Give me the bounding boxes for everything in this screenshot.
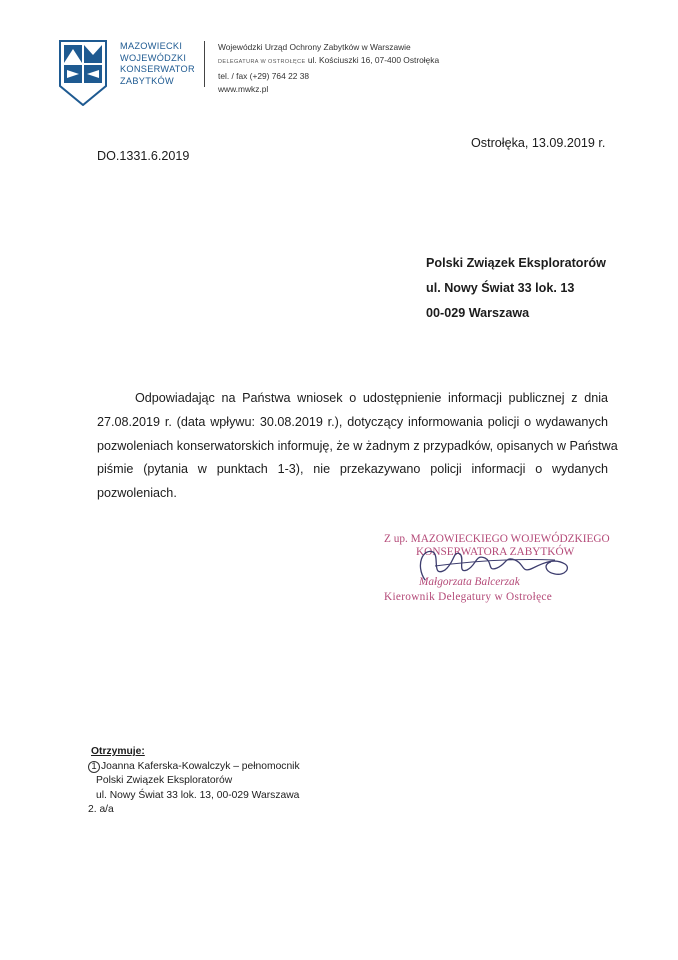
stamp-line: Z up. MAZOWIECKIEGO WOJEWÓDZKIEGO <box>384 533 610 545</box>
recipient-line: Polski Związek Eksploratorów <box>96 775 233 786</box>
stamp-position: Kierownik Delegatury w Ostrołęce <box>384 591 553 603</box>
recipients-list <box>88 745 300 818</box>
office-address <box>218 54 439 69</box>
recipient-item: 2. a/a <box>88 804 114 815</box>
body-line: 27.08.2019 r. (data wpływu: 30.08.2019 r.), dotyczący informowania policji o wydawanych <box>97 414 608 429</box>
recipients-heading: Otrzymuje: <box>91 746 145 757</box>
logo-line: WOJEWÓDZKI <box>120 52 187 63</box>
logo-line: KONSERWATOR <box>120 64 195 75</box>
recipient-item <box>88 760 300 775</box>
body-line: pozwoleniach konserwatorskich informuję, że w żadnym z przypadków, opisanych w Państwa <box>97 438 618 453</box>
header-divider <box>204 41 205 87</box>
addressee-line: ul. Nowy Świat 33 lok. 13 <box>426 281 575 295</box>
reference-number: DO.1331.6.2019 <box>97 149 190 163</box>
addressee-line: Polski Związek Eksploratorów <box>426 256 606 270</box>
recipient-line: Joanna Kaferska-Kowalczyk – pełnomocnik <box>101 760 300 772</box>
logo-line: ZABYTKÓW <box>120 75 174 86</box>
stamp-line: KONSERWATORA ZABYTKÓW <box>416 546 575 558</box>
handwritten-signature <box>405 540 575 590</box>
office-phone: tel. / fax (+29) 764 22 38 <box>218 70 310 81</box>
office-details <box>218 41 439 96</box>
addressee-line: 00-029 Warszawa <box>426 306 530 320</box>
office-website: www.mwkz.pl <box>218 83 269 94</box>
stamp-name: Małgorzata Balcerzak <box>419 576 520 588</box>
logo-line: MAZOWIECKI <box>120 41 183 51</box>
body-line: pozwoleniach. <box>97 486 177 501</box>
mwkz-logo-icon <box>59 40 107 106</box>
circled-number: 1 <box>88 761 100 773</box>
branch-address: ul. Kościuszki 16, 07-400 Ostrołęka <box>307 55 440 66</box>
body-line: Odpowiadając na Państwa wniosek o udostępnienie informacji publicznej z dnia <box>135 391 608 405</box>
body-line: piśmie (pytania w punktach 1-3), nie przekazywano policji informacji o wydanych <box>97 462 608 477</box>
logo-wordmark <box>120 41 195 87</box>
letter-body <box>97 387 618 506</box>
office-name: Wojewódzki Urząd Ochrony Zabytków w Warszawie <box>218 42 411 52</box>
branch-label: DELEGATURA W OSTROŁĘCE <box>218 59 306 66</box>
addressee-block <box>426 251 606 326</box>
recipient-line: ul. Nowy Świat 33 lok. 13, 00-029 Warszawa <box>96 789 300 801</box>
place-date: Ostrołęka, 13.09.2019 r. <box>471 136 606 150</box>
